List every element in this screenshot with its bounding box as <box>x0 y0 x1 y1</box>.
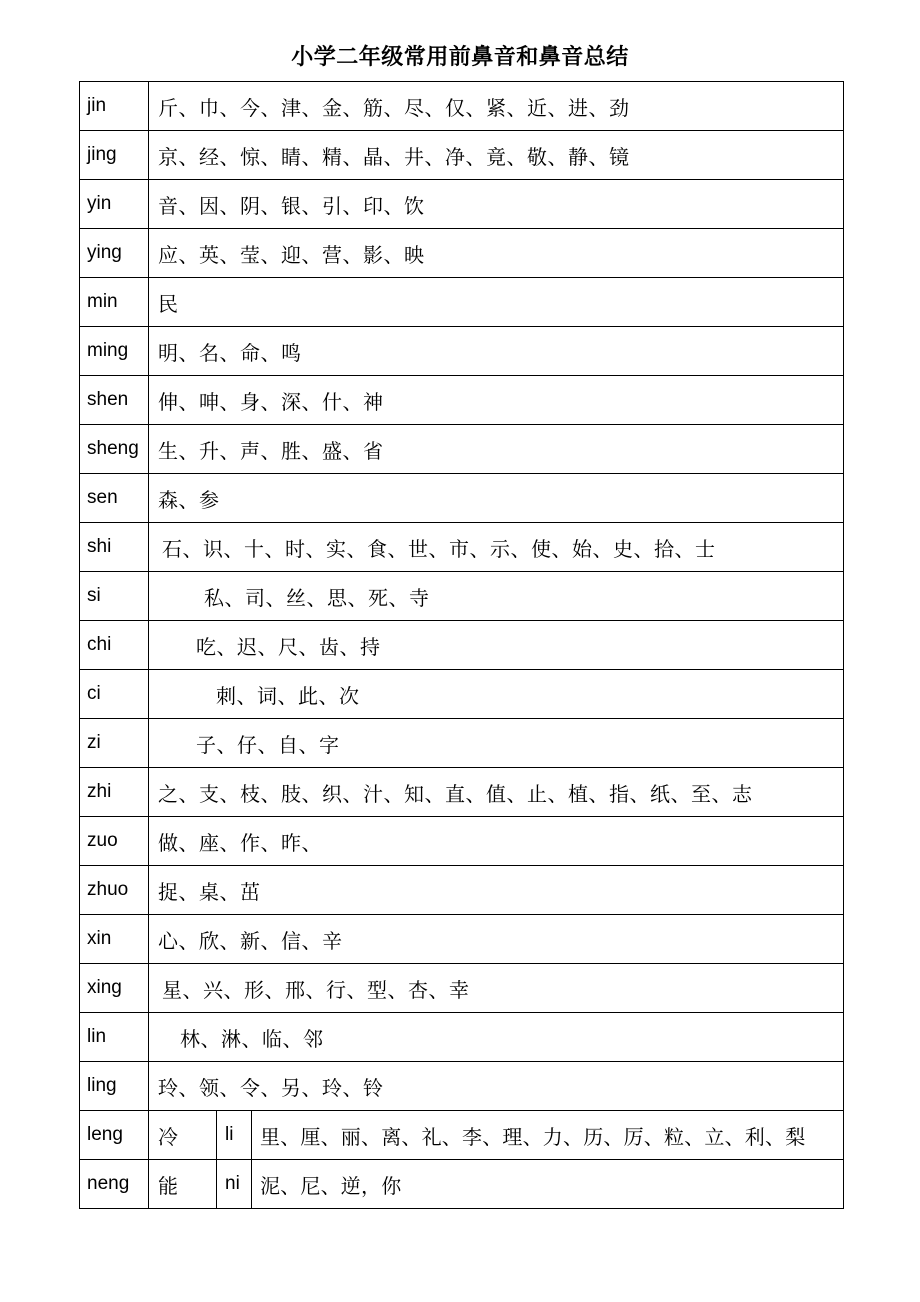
table-row-split <box>80 1111 844 1160</box>
pinyin-cell: min <box>80 278 149 327</box>
table-row <box>80 523 844 572</box>
characters-cell: 捉、桌、茁 <box>149 866 844 915</box>
pinyin-cell: zuo <box>80 817 149 866</box>
table-row <box>80 180 844 229</box>
table-row <box>80 866 844 915</box>
characters-cell: 刺、词、此、次 <box>149 670 844 719</box>
character-cell: 能 <box>149 1160 217 1209</box>
pinyin-cell: chi <box>80 621 149 670</box>
pinyin-cell: zhi <box>80 768 149 817</box>
pinyin-table <box>79 81 844 1209</box>
table-row-split <box>80 1160 844 1209</box>
characters-cell: 林、淋、临、邻 <box>149 1013 844 1062</box>
sub-characters-cell: 里、厘、丽、离、礼、李、理、力、历、厉、粒、立、利、梨 <box>252 1111 844 1160</box>
pinyin-cell: sen <box>80 474 149 523</box>
table-row <box>80 131 844 180</box>
table-row <box>80 670 844 719</box>
pinyin-cell: zhuo <box>80 866 149 915</box>
pinyin-cell: sheng <box>80 425 149 474</box>
characters-cell: 明、名、命、鸣 <box>149 327 844 376</box>
table-row <box>80 82 844 131</box>
pinyin-cell: xin <box>80 915 149 964</box>
sub-pinyin-cell: li <box>217 1111 252 1160</box>
characters-cell: 玲、领、令、另、玲、铃 <box>149 1062 844 1111</box>
table-row <box>80 915 844 964</box>
characters-cell: 星、兴、形、邢、行、型、杏、幸 <box>149 964 844 1013</box>
characters-cell: 应、英、莹、迎、营、影、映 <box>149 229 844 278</box>
characters-cell: 石、识、十、时、实、食、世、市、示、使、始、史、拾、士 <box>149 523 844 572</box>
pinyin-cell: ming <box>80 327 149 376</box>
characters-cell: 伸、呻、身、深、什、神 <box>149 376 844 425</box>
table-row <box>80 474 844 523</box>
table-row <box>80 425 844 474</box>
pinyin-cell: jin <box>80 82 149 131</box>
characters-cell: 子、仔、自、字 <box>149 719 844 768</box>
page-title: 小学二年级常用前鼻音和鼻音总结 <box>291 45 629 70</box>
pinyin-cell: zi <box>80 719 149 768</box>
table-row <box>80 1062 844 1111</box>
table-row <box>80 719 844 768</box>
table-row <box>80 768 844 817</box>
table-row <box>80 376 844 425</box>
table-row <box>80 817 844 866</box>
characters-cell: 生、升、声、胜、盛、省 <box>149 425 844 474</box>
pinyin-cell: si <box>80 572 149 621</box>
pinyin-cell: shi <box>80 523 149 572</box>
character-cell: 冷 <box>149 1111 217 1160</box>
pinyin-cell: yin <box>80 180 149 229</box>
table-row <box>80 278 844 327</box>
table-row <box>80 572 844 621</box>
table-row <box>80 327 844 376</box>
table-row <box>80 621 844 670</box>
pinyin-cell: ling <box>80 1062 149 1111</box>
table-row <box>80 964 844 1013</box>
pinyin-cell: jing <box>80 131 149 180</box>
characters-cell: 斤、巾、今、津、金、筋、尽、仅、紧、近、进、劲 <box>149 82 844 131</box>
pinyin-cell: lin <box>80 1013 149 1062</box>
characters-cell: 私、司、丝、思、死、寺 <box>149 572 844 621</box>
characters-cell: 音、因、阴、银、引、印、饮 <box>149 180 844 229</box>
pinyin-cell: shen <box>80 376 149 425</box>
pinyin-cell: xing <box>80 964 149 1013</box>
pinyin-cell: neng <box>80 1160 149 1209</box>
sub-pinyin-cell: ni <box>217 1160 252 1209</box>
table-row <box>80 229 844 278</box>
characters-cell: 做、座、作、昨、 <box>149 817 844 866</box>
characters-cell: 之、支、枝、肢、织、汁、知、直、值、止、植、指、纸、至、志 <box>149 768 844 817</box>
table-row <box>80 1013 844 1062</box>
sub-characters-cell: 泥、尼、逆，你 <box>252 1160 844 1209</box>
characters-cell: 森、参 <box>149 474 844 523</box>
pinyin-cell: leng <box>80 1111 149 1160</box>
characters-cell: 民 <box>149 278 844 327</box>
characters-cell: 心、欣、新、信、辛 <box>149 915 844 964</box>
pinyin-cell: ci <box>80 670 149 719</box>
pinyin-cell: ying <box>80 229 149 278</box>
characters-cell: 吃、迟、尺、齿、持 <box>149 621 844 670</box>
characters-cell: 京、经、惊、睛、精、晶、井、净、竟、敬、静、镜 <box>149 131 844 180</box>
